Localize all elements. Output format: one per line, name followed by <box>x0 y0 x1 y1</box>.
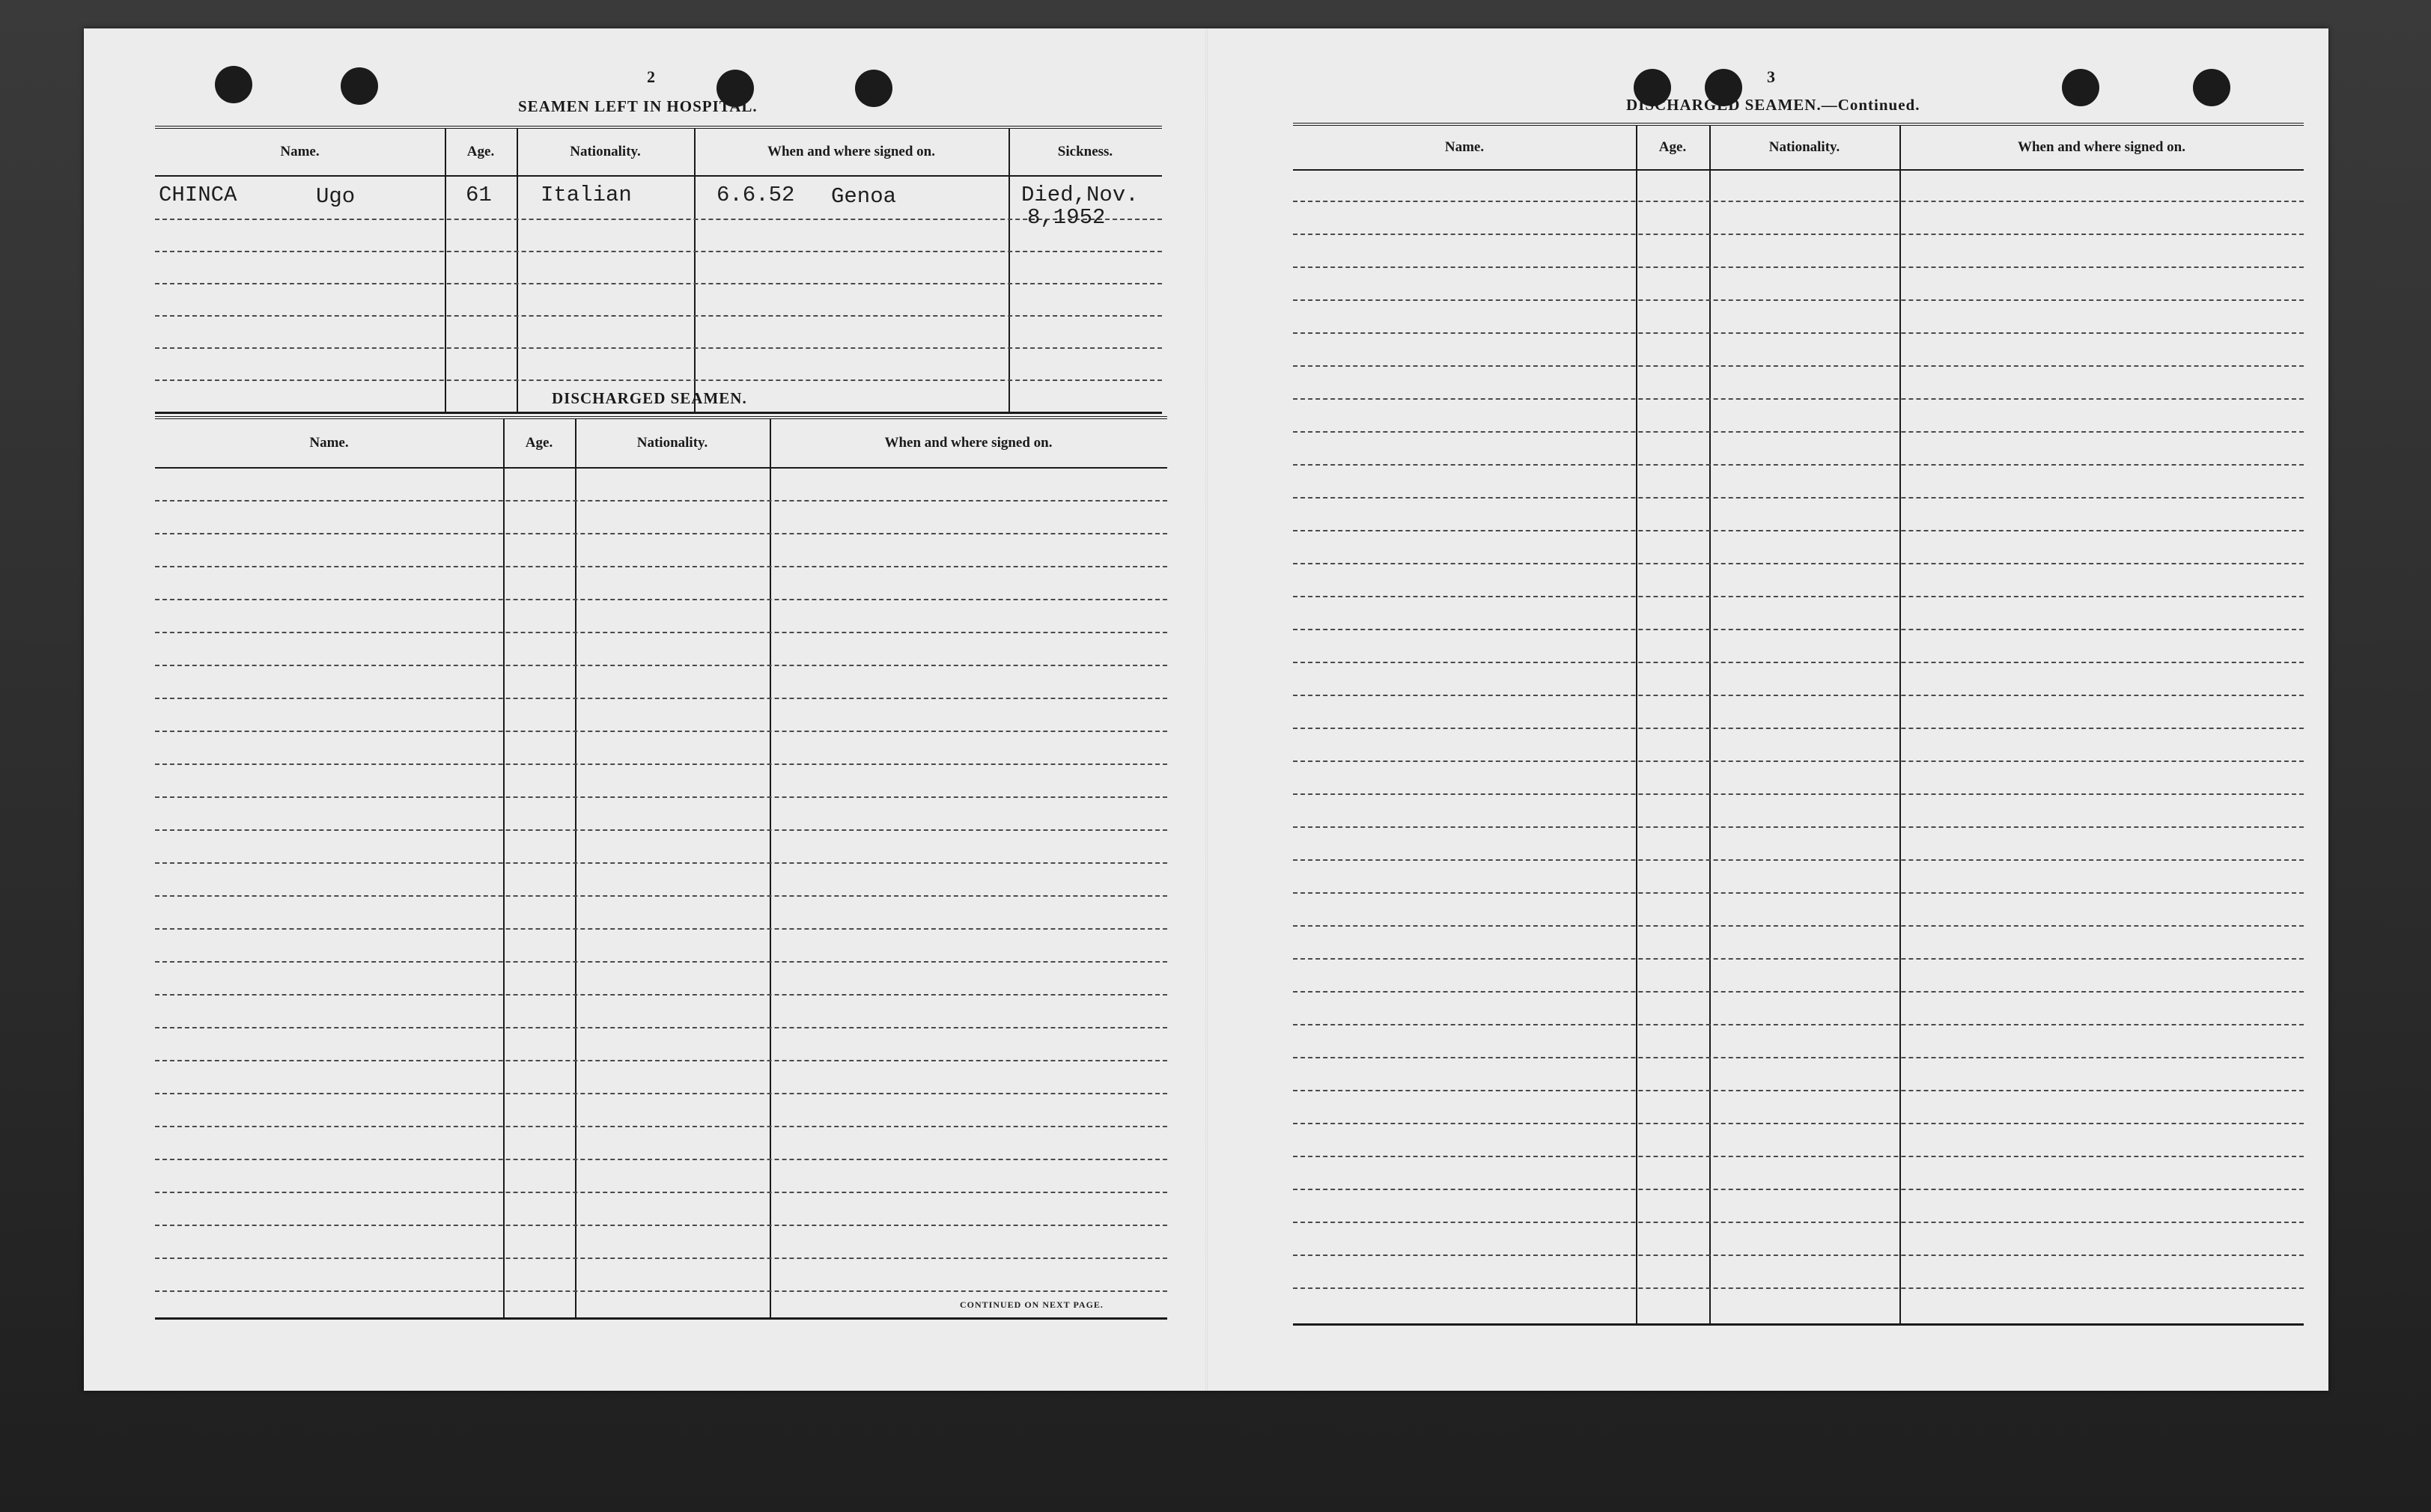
ruled-line <box>155 698 1167 699</box>
ruled-line <box>155 315 1162 317</box>
ruled-line <box>155 862 1167 864</box>
page-number: 2 <box>647 67 655 86</box>
column-divider <box>445 129 446 412</box>
ruled-line <box>1293 1189 2304 1190</box>
ruled-line <box>1293 859 2304 861</box>
ruled-line <box>1293 1255 2304 1256</box>
ruled-line <box>1293 793 2304 795</box>
ruled-line <box>155 251 1162 252</box>
ruled-line <box>1293 1057 2304 1058</box>
punch-hole-icon <box>2062 69 2099 106</box>
ruled-line <box>1293 728 2304 729</box>
ruled-line <box>155 928 1167 930</box>
ruled-line <box>1293 201 2304 202</box>
hospital-table <box>155 126 1162 414</box>
col-header-signed-on: When and where signed on. <box>2017 139 2185 155</box>
ruled-line <box>155 1027 1167 1028</box>
ruled-line <box>1293 530 2304 531</box>
ruled-line <box>155 1093 1167 1094</box>
ruled-line <box>1293 332 2304 334</box>
ruled-line <box>155 1290 1167 1292</box>
discharged-continued-table <box>1293 123 2304 1326</box>
ruled-line <box>1293 826 2304 828</box>
ruled-line <box>155 283 1162 284</box>
sickness-line-2: 8,1952 <box>1027 205 1106 230</box>
col-header-nationality: Nationality. <box>570 144 641 159</box>
ruled-line <box>155 533 1167 534</box>
column-divider <box>770 419 771 1317</box>
signed-on-date: 6.6.52 <box>716 183 795 207</box>
ruled-line <box>155 994 1167 996</box>
column-divider <box>694 129 696 412</box>
column-divider <box>503 419 505 1317</box>
seaman-given-name: Ugo <box>316 184 356 209</box>
ruled-line <box>1293 958 2304 960</box>
ruled-line <box>1293 1222 2304 1223</box>
col-header-nationality: Nationality. <box>636 435 708 451</box>
ruled-line <box>1293 497 2304 499</box>
ruled-line <box>1293 563 2304 564</box>
ruled-line <box>1293 464 2304 466</box>
column-divider <box>575 419 576 1317</box>
ruled-line <box>155 1225 1167 1226</box>
signed-on-place: Genoa <box>831 184 897 209</box>
ruled-line <box>1293 1123 2304 1124</box>
right-page <box>1207 28 2328 1391</box>
discharged-section-title: DISCHARGED SEAMEN. <box>552 389 747 407</box>
ruled-line <box>155 731 1167 732</box>
column-divider <box>1899 126 1901 1323</box>
column-divider <box>1709 126 1711 1323</box>
col-header-signed-on: When and where signed on. <box>767 144 935 159</box>
ruled-line <box>1293 365 2304 367</box>
ruled-line <box>1293 925 2304 927</box>
ruled-line <box>1293 662 2304 663</box>
ruled-line <box>155 219 1162 220</box>
ruled-line <box>155 1192 1167 1193</box>
ruled-line <box>1293 299 2304 301</box>
ruled-line <box>1293 266 2304 268</box>
discharged-table <box>155 416 1167 1320</box>
ruled-line <box>155 1060 1167 1061</box>
ruled-line <box>155 763 1167 765</box>
ruled-line <box>155 632 1167 633</box>
col-header-age: Age. <box>1658 139 1687 155</box>
column-divider <box>1636 126 1637 1323</box>
ruled-line <box>1293 431 2304 433</box>
ruled-line <box>1293 760 2304 762</box>
ruled-line <box>155 829 1167 831</box>
ruled-line <box>155 379 1162 381</box>
punch-hole-icon <box>855 70 892 107</box>
ruled-line <box>155 1159 1167 1160</box>
col-header-name: Name. <box>309 435 349 451</box>
column-divider <box>1008 129 1010 412</box>
discharged-continued-header <box>1293 126 2304 171</box>
ruled-line <box>155 347 1162 349</box>
ruled-line <box>155 500 1167 502</box>
ruled-line <box>155 796 1167 798</box>
ruled-line <box>155 1126 1167 1127</box>
discharged-table-header <box>155 419 1167 469</box>
ruled-line <box>155 895 1167 897</box>
hospital-table-header <box>155 129 1162 177</box>
page-number: 3 <box>1767 67 1775 86</box>
ruled-line <box>1293 1287 2304 1289</box>
col-header-signed-on: When and where signed on. <box>884 435 1053 451</box>
punch-hole-icon <box>341 67 378 105</box>
seaman-age: 61 <box>466 183 492 207</box>
ruled-line <box>1293 234 2304 235</box>
col-header-sickness: Sickness. <box>1057 144 1113 159</box>
ruled-line <box>1293 1090 2304 1091</box>
hospital-section-title: SEAMEN LEFT IN HOSPITAL. <box>518 97 758 115</box>
col-header-nationality: Nationality. <box>1768 139 1840 155</box>
ruled-line <box>155 1258 1167 1259</box>
ruled-line <box>155 566 1167 567</box>
discharged-continued-title: DISCHARGED SEAMEN.—Continued. <box>1626 96 1920 114</box>
ruled-line <box>1293 1024 2304 1025</box>
ruled-line <box>1293 1156 2304 1157</box>
sickness-line-1: Died,Nov. <box>1021 183 1139 207</box>
col-header-age: Age. <box>466 144 495 159</box>
left-page <box>84 28 1207 1391</box>
col-header-name: Name. <box>280 144 320 159</box>
col-header-age: Age. <box>525 435 553 451</box>
column-divider <box>517 129 518 412</box>
punch-hole-icon <box>2193 69 2230 106</box>
seaman-nationality: Italian <box>541 183 632 207</box>
punch-hole-icon <box>215 66 252 103</box>
col-header-name: Name. <box>1444 139 1485 155</box>
document-sheet <box>84 28 2328 1391</box>
ruled-line <box>1293 892 2304 894</box>
ruled-line <box>155 599 1167 600</box>
ruled-line <box>1293 991 2304 993</box>
ruled-line <box>155 665 1167 666</box>
ruled-line <box>1293 629 2304 630</box>
ruled-line <box>1293 398 2304 400</box>
ruled-line <box>155 961 1167 963</box>
seaman-surname: CHINCA <box>159 183 237 207</box>
continued-footer: CONTINUED ON NEXT PAGE. <box>960 1299 1104 1310</box>
ruled-line <box>1293 596 2304 597</box>
ruled-line <box>1293 695 2304 696</box>
